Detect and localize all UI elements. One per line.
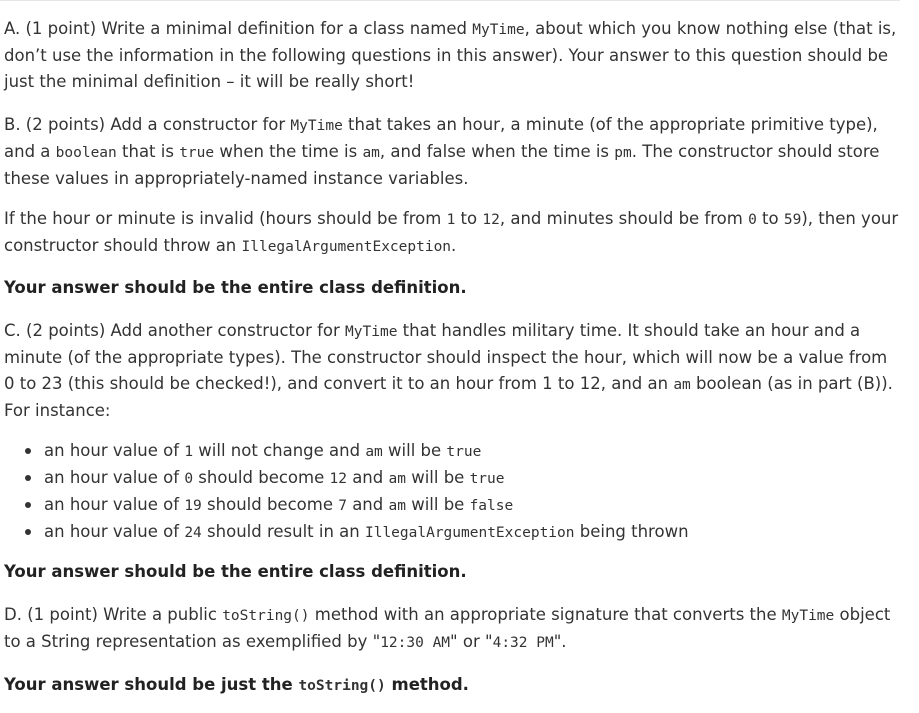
text: " or " — [450, 632, 493, 651]
code-literal: 0 — [748, 212, 757, 228]
code-class-name: MyTime — [345, 324, 398, 340]
text: that is — [116, 142, 180, 161]
code-literal: 59 — [783, 212, 802, 228]
part-a-question — [4, 16, 899, 95]
text: when the time is — [214, 142, 363, 161]
code-literal: 7 — [338, 498, 347, 514]
code-literal: am — [388, 471, 406, 487]
code-class-name: MyTime — [290, 118, 343, 134]
code-literal: true — [179, 145, 215, 161]
code-literal: 19 — [184, 498, 202, 514]
code-literal: 12:30 AM — [380, 635, 451, 651]
text: boolean (as in part (B)). For instance: — [4, 374, 893, 420]
code-literal: true — [446, 444, 482, 460]
part-d-answer-instruction — [4, 672, 899, 699]
text: will not change and — [193, 441, 366, 460]
code-literal: true — [469, 471, 505, 487]
text: B. (2 points) Add a constructor for — [4, 115, 291, 134]
part-c-question — [4, 318, 899, 424]
text: being thrown — [574, 522, 689, 541]
code-literal: pm — [614, 145, 632, 161]
code-literal: 0 — [184, 471, 194, 487]
code-literal: am — [365, 444, 383, 460]
text: Your answer should be just the — [4, 675, 299, 694]
list-item — [44, 438, 899, 465]
text: an hour value of — [44, 441, 185, 460]
part-b-invalid-note — [4, 206, 899, 260]
bullet-icon — [25, 448, 31, 454]
text: to — [756, 209, 784, 228]
text: . The constructor should store these values in appropriately-named instance variables. — [4, 142, 880, 188]
code-type: boolean — [55, 145, 117, 161]
list-item — [44, 465, 899, 492]
text: object to a String representation as exemplified by " — [4, 605, 891, 651]
code-method: toString() — [298, 678, 386, 694]
code-literal: 1 — [446, 212, 456, 228]
top-divider — [0, 0, 900, 1]
text: that takes an hour, a minute (of the appropriate primitive type), and a — [4, 115, 878, 161]
text: method with an appropriate signature that converts the — [309, 605, 782, 624]
code-exception: IllegalArgumentException — [241, 239, 452, 255]
code-class-name: MyTime — [472, 22, 525, 38]
text: , and false when the time is — [379, 142, 615, 161]
code-exception: IllegalArgumentException — [364, 525, 575, 541]
bullet-icon — [25, 529, 31, 535]
text: an hour value of — [44, 495, 185, 514]
code-literal: 12 — [482, 212, 500, 228]
text: should become — [201, 495, 339, 514]
text: an hour value of — [44, 468, 185, 487]
text: an hour value of — [44, 522, 185, 541]
part-d-question — [4, 602, 899, 656]
text: will be — [405, 495, 470, 514]
text: to — [455, 209, 483, 228]
text: . — [451, 236, 457, 255]
text: method. — [385, 675, 469, 694]
part-b-answer-instruction: Your answer should be the entire class definition. — [4, 278, 467, 297]
text: , about which you know nothing else (that is, don’t use the information in the following questions in this answer). Your answer to this question should be just the minimal definition – it will be really short! — [4, 19, 897, 91]
code-literal: 12 — [329, 471, 347, 487]
code-literal: am — [362, 145, 380, 161]
bullet-icon — [25, 502, 31, 508]
text: , and minutes should be from — [499, 209, 749, 228]
code-literal: am — [673, 377, 691, 393]
bullet-icon — [25, 475, 31, 481]
text: that handles military time. It should take an hour and a minute (of the appropriate types). The constructor should inspect the hour, which will now be a value from 0 to 23 (this should be checked!), and convert it to an hour from 1 to 12, and an — [4, 321, 888, 393]
list-item — [44, 519, 899, 546]
text: C. (2 points) Add another constructor for — [4, 321, 346, 340]
text: ), then your constructor should throw an — [4, 209, 899, 255]
part-b-question — [4, 112, 899, 192]
code-literal: am — [388, 498, 406, 514]
examples-list — [4, 438, 899, 546]
code-literal: 1 — [184, 444, 194, 460]
text: and — [346, 495, 389, 514]
text: will be — [405, 468, 470, 487]
text: should become — [193, 468, 330, 487]
text: ". — [553, 632, 567, 651]
code-literal: false — [469, 498, 514, 514]
text: should result in an — [201, 522, 365, 541]
part-c-answer-instruction: Your answer should be the entire class definition. — [4, 562, 467, 581]
code-literal: 4:32 PM — [492, 635, 554, 651]
code-class-name: MyTime — [781, 608, 835, 624]
text: and — [346, 468, 389, 487]
code-literal: 24 — [184, 525, 202, 541]
text: A. (1 point) Write a minimal definition for a class named — [4, 19, 473, 38]
text: will be — [382, 441, 447, 460]
code-method: toString() — [222, 608, 310, 624]
text: D. (1 point) Write a public — [4, 605, 223, 624]
list-item — [44, 492, 899, 519]
text: If the hour or minute is invalid (hours should be from — [4, 209, 447, 228]
